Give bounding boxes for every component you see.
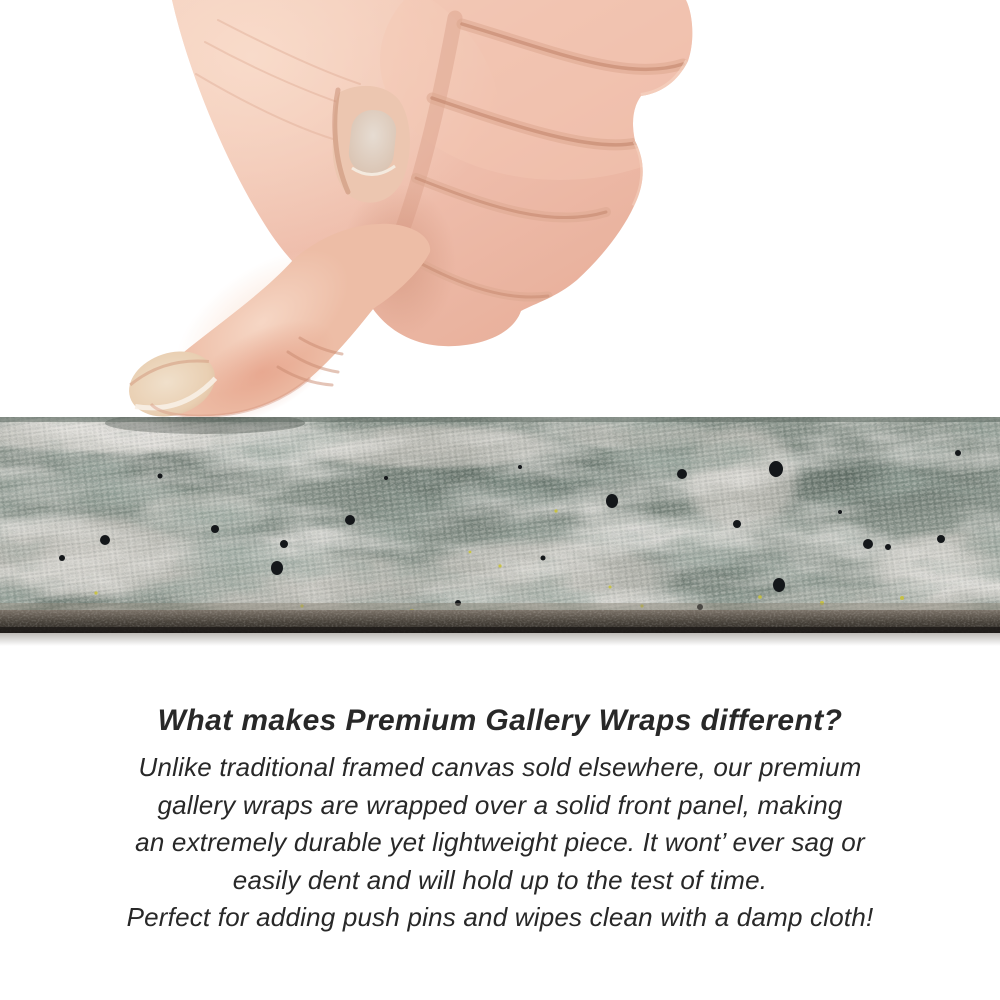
body-line: gallery wraps are wrapped over a solid front panel, making bbox=[157, 789, 843, 820]
body-line: an extremely durable yet lightweight piece. It wont’ ever sag or bbox=[135, 827, 865, 857]
page-title: What makes Premium Gallery Wraps different? bbox=[157, 704, 843, 737]
hand-pressing-thumb-photo bbox=[0, 0, 1000, 418]
painted-canvas-gallery-wrap-edge-photo bbox=[0, 417, 1000, 633]
body-line: Unlike traditional framed canvas sold elsewhere, our premium bbox=[138, 752, 862, 782]
body-line: Perfect for adding push pins and wipes clean with a damp cloth! bbox=[126, 902, 874, 932]
info-text-block bbox=[0, 704, 1000, 937]
body-line: easily dent and will hold up to the test of time. bbox=[232, 864, 768, 895]
canvas-strip-shadow bbox=[0, 633, 1000, 646]
